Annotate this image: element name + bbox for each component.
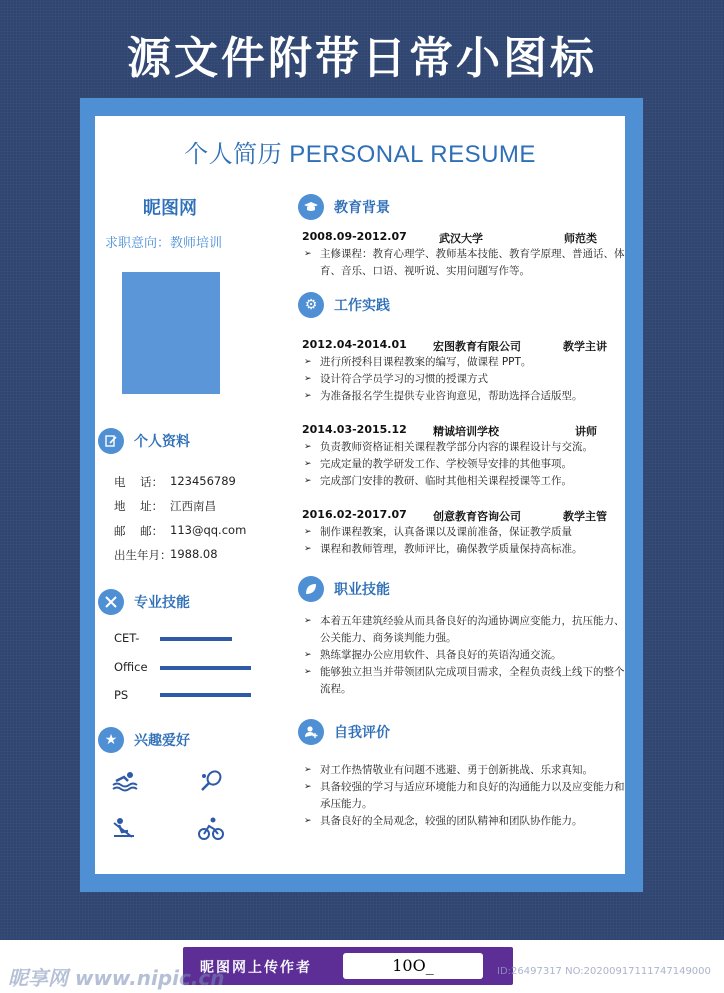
work-entry-head — [302, 338, 622, 352]
arrow-icon: ➢ — [304, 249, 312, 259]
arrow-icon: ➢ — [304, 650, 312, 660]
section-personal-header — [98, 428, 190, 454]
swimming-icon — [111, 768, 139, 794]
arrow-icon: ➢ — [304, 816, 312, 826]
entry-org: 宏图教育有限公司 — [433, 340, 521, 353]
arrow-icon: ➢ — [304, 459, 312, 469]
section-hobbies-label: 兴趣爱好 — [134, 733, 190, 749]
work-bullet — [304, 456, 626, 473]
self-eval-bullet — [304, 813, 626, 830]
bullet-text: 主修课程：教育心理学、教师基本技能、教育学原理、普通话、体育、音乐、口语、视听说、实用问题写作等。 — [320, 248, 625, 277]
entry-org: 创意教育咨询公司 — [433, 510, 521, 523]
arrow-icon: ➢ — [304, 782, 312, 792]
skill-name: CET- — [114, 631, 140, 645]
candidate-name: 昵图网 — [143, 198, 197, 219]
section-hobbies-header — [98, 727, 190, 753]
add-user-icon — [298, 719, 324, 745]
info-value: 113@qq.com — [170, 523, 247, 537]
work-bullet — [304, 371, 626, 388]
info-key: 邮 邮： — [114, 524, 164, 538]
entry-role: 师范类 — [564, 232, 597, 245]
bullet-text: 本着五年建筑经验从而具备良好的沟通协调应变能力，抗压能力、公关能力、商务谈判能力强。 — [320, 615, 625, 644]
section-personal-label: 个人资料 — [134, 434, 190, 450]
bullet-text: 负责教师资格证相关课程教学部分内容的课程设计与交流。 — [320, 441, 593, 453]
skill-bar — [160, 693, 251, 697]
arrow-icon: ➢ — [304, 544, 312, 554]
info-key: 地 址： — [114, 499, 164, 513]
graduation-cap-icon — [298, 194, 324, 220]
right-lower-band — [625, 768, 643, 874]
arrow-icon: ➢ — [304, 391, 312, 401]
career-bullet — [304, 664, 626, 698]
work-bullet — [304, 388, 626, 405]
bullet-text: 设计符合学员学习的习惯的授课方式 — [320, 373, 488, 385]
rowing-icon — [111, 816, 139, 842]
tennis-icon — [197, 768, 225, 794]
entry-org: 武汉大学 — [439, 232, 483, 245]
info-row-address — [114, 498, 216, 514]
section-education-header — [298, 194, 390, 220]
self-eval-bullet — [304, 762, 626, 779]
info-value: 123456789 — [170, 474, 236, 488]
bullet-text: 对工作热情敬业有问题不逃避、勇于创新挑战、乐求真知。 — [320, 764, 593, 776]
leaf-icon — [298, 576, 324, 602]
bullet-text: 能够独立担当并带领团队完成项目需求，全程负责线上线下的整个流程。 — [320, 666, 625, 695]
section-work-header — [298, 292, 390, 318]
arrow-icon: ➢ — [304, 527, 312, 537]
work-bullet — [304, 473, 626, 490]
left-lower-band — [80, 768, 95, 874]
info-key: 出生年月： — [114, 548, 172, 562]
section-education-label: 教育背景 — [334, 200, 390, 216]
work-bullet — [304, 541, 626, 558]
job-intent: 求职意向：教师培训 — [105, 236, 223, 251]
resume-title: 个人简历 PERSONAL RESUME — [184, 141, 536, 168]
education-bullet — [304, 246, 626, 280]
info-row-email — [114, 523, 246, 539]
arrow-icon: ➢ — [304, 442, 312, 452]
entry-org: 精诚培训学校 — [433, 425, 499, 438]
bullet-text: 完成定量的教学研发工作、学校领导安排的其他事项。 — [320, 458, 572, 470]
section-self-eval-label: 自我评价 — [334, 725, 390, 741]
info-row-birth — [114, 547, 218, 563]
entry-role: 教学主讲 — [563, 340, 607, 353]
entry-period: 2016.02-2017.07 — [302, 508, 407, 521]
bullet-text: 进行所授科目课程教案的编写，做课程 PPT。 — [320, 356, 532, 368]
star-icon: ★ — [98, 727, 124, 753]
watermark-logo: 昵享网 www.nipic.cn — [8, 966, 225, 990]
skill-bar — [160, 666, 251, 670]
section-skills-header — [98, 589, 190, 615]
entry-role: 教学主管 — [563, 510, 607, 523]
entry-role: 讲师 — [575, 425, 597, 438]
watermark-id: ID:26497317 NO:20200917111747149000 — [497, 966, 711, 977]
arrow-icon: ➢ — [304, 667, 312, 677]
self-eval-bullet — [304, 779, 626, 813]
work-bullet — [304, 524, 626, 541]
bullet-text: 熟练掌握办公应用软件、具备良好的英语沟通交流。 — [320, 649, 562, 661]
section-skills-label: 专业技能 — [134, 595, 190, 611]
info-value: 1988.08 — [170, 547, 218, 561]
skill-name: Office — [114, 660, 148, 674]
entry-period: 2008.09-2012.07 — [302, 230, 407, 243]
section-career-skills-header — [298, 576, 390, 602]
arrow-icon: ➢ — [304, 765, 312, 775]
section-career-skills-label: 职业技能 — [334, 582, 390, 598]
gear-icon: ⚙ — [298, 292, 324, 318]
arrow-icon: ➢ — [304, 616, 312, 626]
banner-title: 源文件附带日常小图标 — [127, 33, 597, 84]
career-bullet — [304, 647, 626, 664]
profile-photo — [122, 272, 220, 394]
section-work-label: 工作实践 — [334, 298, 390, 314]
info-row-phone — [114, 474, 236, 490]
section-self-eval-header — [298, 719, 390, 745]
bullet-text: 为准备报名学生提供专业咨询意见，帮助选择合适版型。 — [320, 390, 583, 402]
info-value: 江西南昌 — [170, 499, 216, 513]
bullet-text: 完成部门安排的教研、临时其他相关课程授课等工作。 — [320, 475, 572, 487]
info-key: 电 话： — [114, 475, 164, 489]
bullet-text: 课程和教师管理，教师评比，确保教学质量保持高标准。 — [320, 543, 583, 555]
career-bullet — [304, 613, 626, 647]
tools-icon — [98, 589, 124, 615]
uploader-name[interactable]: 10O_ — [343, 953, 483, 979]
education-entry-head — [302, 230, 622, 244]
arrow-icon: ➢ — [304, 357, 312, 367]
arrow-icon: ➢ — [304, 374, 312, 384]
bullet-text: 具备良好的全局观念，较强的团队精神和团队协作能力。 — [320, 815, 583, 827]
bullet-text: 制作课程教案，认真备课以及课前准备，保证教学质量 — [320, 526, 572, 538]
skill-name: PS — [114, 688, 129, 702]
skill-bar — [160, 637, 232, 641]
work-entry-head — [302, 423, 622, 437]
entry-period: 2012.04-2014.01 — [302, 338, 407, 351]
work-bullet — [304, 354, 626, 371]
bullet-text: 具备较强的学习与适应环境能力和良好的沟通能力以及应变能力和承压能力。 — [320, 781, 625, 810]
cycling-icon — [197, 816, 225, 842]
arrow-icon: ➢ — [304, 476, 312, 486]
work-entry-head — [302, 508, 622, 522]
uploader-label: 昵图网上传作者 — [200, 960, 312, 976]
edit-icon — [98, 428, 124, 454]
entry-period: 2014.03-2015.12 — [302, 423, 407, 436]
work-bullet — [304, 439, 626, 456]
